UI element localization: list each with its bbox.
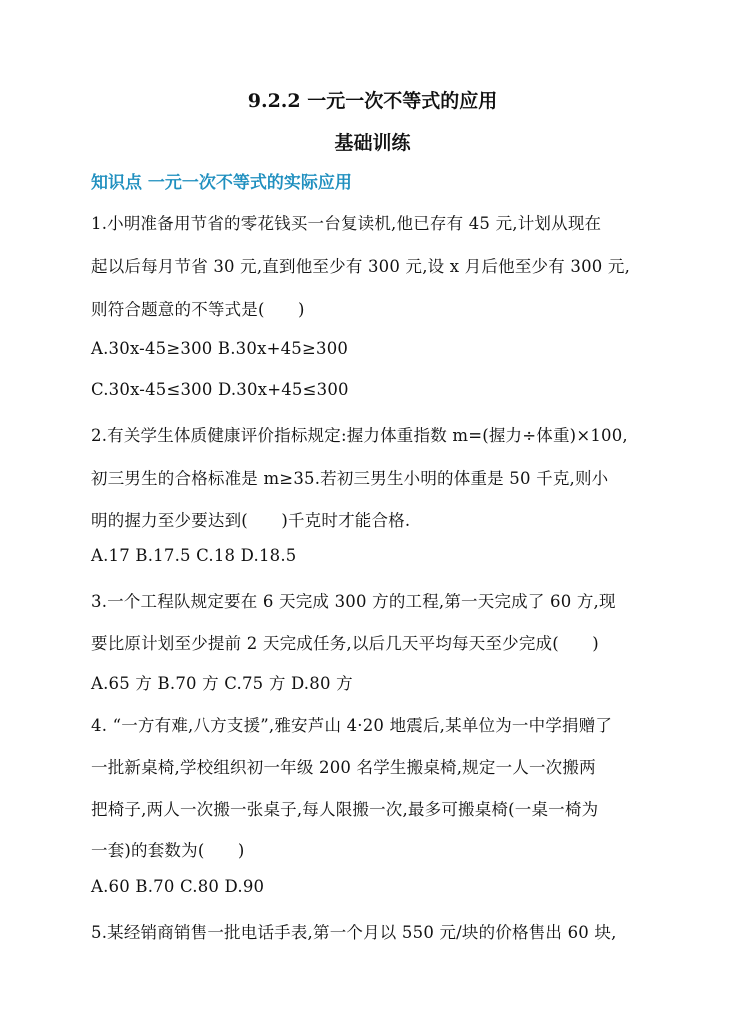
page-subtitle: 基础训练 bbox=[334, 132, 411, 154]
q4-line-4: 一套)的套数为( ) bbox=[91, 841, 245, 860]
q1-line-3: 则符合题意的不等式是( ) bbox=[91, 300, 305, 319]
page-title: 9.2.2 一元一次不等式的应用 bbox=[247, 90, 498, 112]
q1-options-ab: A.30x-45≥300 B.30x+45≥300 bbox=[91, 339, 349, 358]
q4-options: A.60 B.70 C.80 D.90 bbox=[91, 877, 265, 896]
q2-options: A.17 B.17.5 C.18 D.18.5 bbox=[91, 546, 297, 565]
q5-line-1: 5.某经销商销售一批电话手表,第一个月以 550 元/块的价格售出 60 块, bbox=[91, 923, 617, 942]
q3-options: A.65 方 B.70 方 C.75 方 D.80 方 bbox=[91, 674, 353, 693]
q1-line-1: 1.小明准备用节省的零花钱买一台复读机,他已存有 45 元,计划从现在 bbox=[91, 214, 602, 233]
q2-line-2: 初三男生的合格标准是 m≥35.若初三男生小明的体重是 50 千克,则小 bbox=[91, 469, 609, 488]
q1-options-cd: C.30x-45≤300 D.30x+45≤300 bbox=[91, 380, 349, 399]
q2-line-1: 2.有关学生体质健康评价指标规定:握力体重指数 m=(握力÷体重)×100, bbox=[91, 426, 628, 445]
q4-line-2: 一批新桌椅,学校组织初一年级 200 名学生搬桌椅,规定一人一次搬两 bbox=[91, 758, 596, 777]
q4-line-1: 4. “一方有难,八方支援”,雅安芦山 4·20 地震后,某单位为一中学捐赠了 bbox=[91, 716, 613, 735]
q4-line-3: 把椅子,两人一次搬一张桌子,每人限搬一次,最多可搬桌椅(一桌一椅为 bbox=[91, 800, 599, 819]
q1-line-2: 起以后每月节省 30 元,直到他至少有 300 元,设 x 月后他至少有 300 元, bbox=[91, 257, 631, 276]
section-heading: 知识点 一元一次不等式的实际应用 bbox=[91, 173, 352, 193]
q3-line-2: 要比原计划至少提前 2 天完成任务,以后几天平均每天至少完成( ) bbox=[91, 634, 599, 653]
q3-line-1: 3.一个工程队规定要在 6 天完成 300 方的工程,第一天完成了 60 方,现 bbox=[91, 592, 616, 611]
q2-line-3: 明的握力至少要达到( )千克时才能合格. bbox=[91, 511, 411, 530]
